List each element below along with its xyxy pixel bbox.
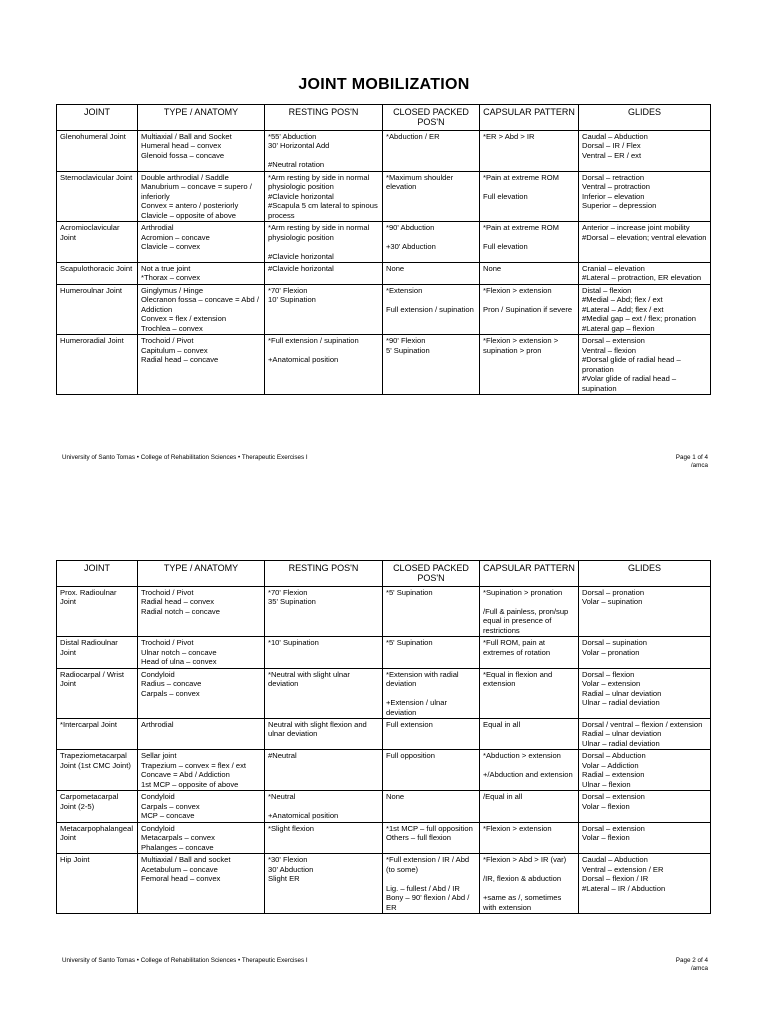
cell-joint: Distal Radioulnar Joint <box>57 637 138 668</box>
footer-institution: University of Santo Tomas • College of Rehabilitation Sciences • Therapeutic Exercises I <box>62 454 308 461</box>
cell-resting-position: Neutral with slight flexion and ulnar deviation <box>265 718 383 749</box>
cell-type-anatomy: Sellar joint Trapezium – convex = flex / ext Concave = Abd / Addiction 1st MCP – opposite of above <box>138 750 265 791</box>
cell-joint: Humeroradial Joint <box>57 335 138 395</box>
cell-joint: Prox. Radioulnar Joint <box>57 586 138 636</box>
footer-institution: University of Santo Tomas • College of Rehabilitation Sciences • Therapeutic Exercises I <box>62 957 308 964</box>
table-row <box>57 586 711 636</box>
cell-closed-packed-position: None <box>383 791 480 822</box>
header-resting-position: RESTING POS'N <box>265 561 383 587</box>
cell-resting-position: *Slight flexion <box>265 822 383 853</box>
table-row <box>57 668 711 718</box>
cell-closed-packed-position: *Extension Full extension / supination <box>383 284 480 334</box>
cell-closed-packed-position: *Maximum shoulder elevation <box>383 171 480 221</box>
header-type-anatomy: TYPE / ANATOMY <box>138 105 265 131</box>
table-row <box>57 854 711 914</box>
cell-closed-packed-position: *Full extension / IR / Abd (to some) Lig. – fullest / Abd / IR Bony – 90' flexion / Abd / ER <box>383 854 480 914</box>
cell-resting-position: #Neutral <box>265 750 383 791</box>
cell-closed-packed-position: *Abduction / ER <box>383 130 480 171</box>
cell-glides: Dorsal – extension Volar – flexion <box>579 791 711 822</box>
table-row <box>57 637 711 668</box>
cell-closed-packed-position: *5' Supination <box>383 637 480 668</box>
page-title: JOINT MOBILIZATION <box>298 76 470 93</box>
cell-closed-packed-position: *1st MCP – full opposition Others – full flexion <box>383 822 480 853</box>
header-capsular-pattern: CAPSULAR PATTERN <box>480 561 579 587</box>
table-row <box>57 284 711 334</box>
cell-glides: Dorsal – retraction Ventral – protraction Inferior – elevation Superior – depression <box>579 171 711 221</box>
cell-resting-position: *10' Supination <box>265 637 383 668</box>
cell-joint: Sternoclavicular Joint <box>57 171 138 221</box>
footer-page-info <box>676 957 708 973</box>
cell-type-anatomy: Ginglymus / Hinge Olecranon fossa – concave = Abd / Addiction Convex = flex / extension Trochlea – convex <box>138 284 265 334</box>
cell-type-anatomy: Double arthrodial / Saddle Manubrium – concave = supero / inferiorly Convex = antero / posteriorly Clavicle – opposite of above <box>138 171 265 221</box>
cell-type-anatomy: Trochoid / Pivot Capitulum – convex Radial head – concave <box>138 335 265 395</box>
cell-closed-packed-position: *Extension with radial deviation +Extension / ulnar deviation <box>383 668 480 718</box>
cell-capsular-pattern: *Equal in flexion and extension <box>480 668 579 718</box>
footer-author: /amca <box>690 462 708 470</box>
cell-closed-packed-position: *90' Abduction +30' Abduction <box>383 222 480 263</box>
table-row <box>57 335 711 395</box>
table-row <box>57 718 711 749</box>
cell-glides: Caudal – Abduction Dorsal – IR / Flex Ventral – ER / ext <box>579 130 711 171</box>
cell-glides: Cranial – elevation #Lateral – protraction, ER elevation <box>579 262 711 284</box>
cell-capsular-pattern: *ER > Abd > IR <box>480 130 579 171</box>
joint-table-page-2 <box>56 560 711 914</box>
cell-capsular-pattern: *Pain at extreme ROM Full elevation <box>480 222 579 263</box>
cell-glides: Dorsal – supination Volar – pronation <box>579 637 711 668</box>
cell-joint: Hip Joint <box>57 854 138 914</box>
cell-resting-position: *Full extension / supination +Anatomical position <box>265 335 383 395</box>
cell-type-anatomy: Multiaxial / Ball and socket Acetabulum – concave Femoral head – convex <box>138 854 265 914</box>
cell-closed-packed-position: *90' Flexion 5' Supination <box>383 335 480 395</box>
cell-joint: Metacarpophalangeal Joint <box>57 822 138 853</box>
cell-glides: Dorsal – flexion Volar – extension Radial – ulnar deviation Ulnar – radial deviation <box>579 668 711 718</box>
header-glides: GLIDES <box>579 105 711 131</box>
cell-capsular-pattern: *Flexion > extension Pron / Supination if severe <box>480 284 579 334</box>
cell-glides: Dorsal – extension Volar – flexion <box>579 822 711 853</box>
cell-glides: Dorsal – Abduction Volar – Addiction Radial – extension Ulnar – flexion <box>579 750 711 791</box>
cell-resting-position: *Neutral +Anatomical position <box>265 791 383 822</box>
cell-capsular-pattern: Equal in all <box>480 718 579 749</box>
table-row <box>57 791 711 822</box>
cell-joint: Carpometacarpal Joint (2-5) <box>57 791 138 822</box>
cell-joint: Scapulothoracic Joint <box>57 262 138 284</box>
cell-type-anatomy: Arthrodial Acromion – concave Clavicle – convex <box>138 222 265 263</box>
header-glides: GLIDES <box>579 561 711 587</box>
cell-capsular-pattern: *Flexion > extension <box>480 822 579 853</box>
cell-glides: Distal – flexion #Medial – Abd; flex / ext #Lateral – Add; flex / ext #Medial gap – ext / flex; pronation #Lateral gap – flexion <box>579 284 711 334</box>
footer-author: /amca <box>690 965 708 973</box>
cell-capsular-pattern: *Supination > pronation /Full & painless, pron/sup equal in presence of restrictions <box>480 586 579 636</box>
table-row <box>57 750 711 791</box>
header-joint: JOINT <box>57 105 138 131</box>
table-row <box>57 130 711 171</box>
cell-type-anatomy: Not a true joint *Thorax – convex <box>138 262 265 284</box>
footer-page-info <box>676 454 708 470</box>
cell-closed-packed-position: Full opposition <box>383 750 480 791</box>
header-closed-packed-position: CLOSED PACKED POS'N <box>383 105 480 131</box>
cell-closed-packed-position: Full extension <box>383 718 480 749</box>
cell-capsular-pattern: *Pain at extreme ROM Full elevation <box>480 171 579 221</box>
page-number: Page 1 of 4 <box>675 454 708 461</box>
cell-type-anatomy: Condyloid Radius – concave Carpals – convex <box>138 668 265 718</box>
cell-joint: Acromioclavicular Joint <box>57 222 138 263</box>
cell-joint: Trapeziometacarpal Joint (1st CMC Joint) <box>57 750 138 791</box>
table-row <box>57 222 711 263</box>
cell-resting-position: *55' Abduction 30' Horizontal Add #Neutral rotation <box>265 130 383 171</box>
cell-capsular-pattern: /Equal in all <box>480 791 579 822</box>
cell-resting-position: *Neutral with slight ulnar deviation <box>265 668 383 718</box>
cell-resting-position: #Clavicle horizontal <box>265 262 383 284</box>
cell-type-anatomy: Condyloid Metacarpals – convex Phalanges – concave <box>138 822 265 853</box>
cell-capsular-pattern: None <box>480 262 579 284</box>
table-header-row <box>57 561 711 587</box>
cell-closed-packed-position: *5' Supination <box>383 586 480 636</box>
cell-resting-position: *30' Flexion 30' Abduction Slight ER <box>265 854 383 914</box>
table-row <box>57 822 711 853</box>
header-type-anatomy: TYPE / ANATOMY <box>138 561 265 587</box>
cell-resting-position: *70' Flexion 10' Supination <box>265 284 383 334</box>
cell-type-anatomy: Condyloid Carpals – convex MCP – concave <box>138 791 265 822</box>
cell-glides: Caudal – Abduction Ventral – extension / ER Dorsal – flexion / IR #Lateral – IR / Abduction <box>579 854 711 914</box>
page-number: Page 2 of 4 <box>675 957 708 964</box>
cell-type-anatomy: Multiaxial / Ball and Socket Humeral head – convex Glenoid fossa – concave <box>138 130 265 171</box>
cell-capsular-pattern: *Flexion > Abd > IR (var) /IR, flexion & abduction +same as /, sometimes with extension <box>480 854 579 914</box>
cell-type-anatomy: Arthrodial <box>138 718 265 749</box>
cell-resting-position: *Arm resting by side in normal physiologic position #Clavicle horizontal #Scapula 5 cm lateral to spinous process <box>265 171 383 221</box>
header-closed-packed-position: CLOSED PACKED POS'N <box>383 561 480 587</box>
table-row <box>57 262 711 284</box>
table-row <box>57 171 711 221</box>
header-joint: JOINT <box>57 561 138 587</box>
cell-closed-packed-position: None <box>383 262 480 284</box>
header-capsular-pattern: CAPSULAR PATTERN <box>480 105 579 131</box>
cell-resting-position: *70' Flexion 35' Supination <box>265 586 383 636</box>
cell-joint: Humeroulnar Joint <box>57 284 138 334</box>
cell-joint: Glenohumeral Joint <box>57 130 138 171</box>
cell-resting-position: *Arm resting by side in normal physiologic position #Clavicle horizontal <box>265 222 383 263</box>
joint-table-page-1 <box>56 104 711 395</box>
table-header-row <box>57 105 711 131</box>
cell-glides: Dorsal / ventral – flexion / extension Radial – ulnar deviation Ulnar – radial deviation <box>579 718 711 749</box>
cell-glides: Anterior – increase joint mobility #Dorsal – elevation; ventral elevation <box>579 222 711 263</box>
cell-capsular-pattern: *Abduction > extension +/Abduction and extension <box>480 750 579 791</box>
cell-joint: Radiocarpal / Wrist Joint <box>57 668 138 718</box>
cell-capsular-pattern: *Flexion > extension > supination > pron <box>480 335 579 395</box>
cell-type-anatomy: Trochoid / Pivot Radial head – convex Radial notch – concave <box>138 586 265 636</box>
cell-glides: Dorsal – pronation Volar – supination <box>579 586 711 636</box>
header-resting-position: RESTING POS'N <box>265 105 383 131</box>
cell-joint: *Intercarpal Joint <box>57 718 138 749</box>
cell-capsular-pattern: *Full ROM, pain at extremes of rotation <box>480 637 579 668</box>
cell-type-anatomy: Trochoid / Pivot Ulnar notch – concave Head of ulna – convex <box>138 637 265 668</box>
cell-glides: Dorsal – extension Ventral – flexion #Dorsal glide of radial head – pronation #Volar glide of radial head – supination <box>579 335 711 395</box>
